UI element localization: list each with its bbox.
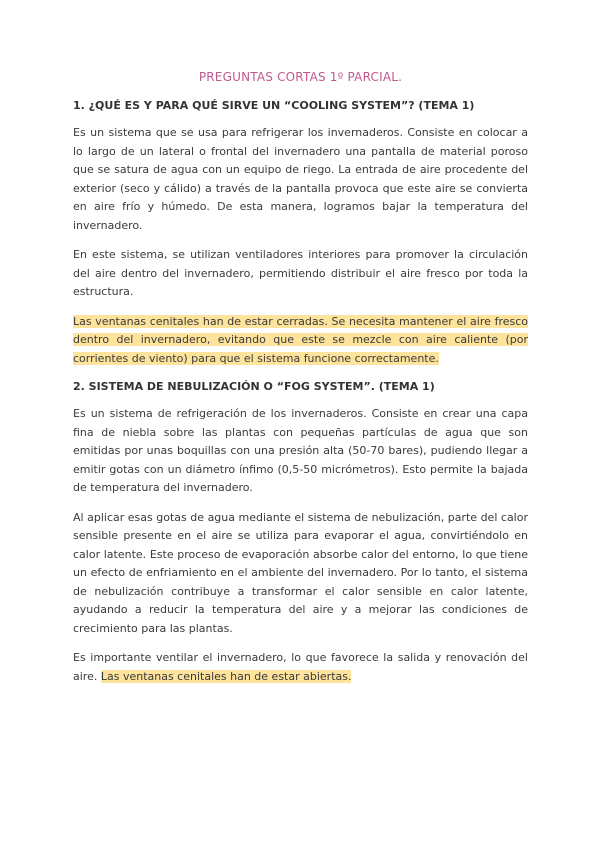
section-1-paragraph-3 [73,313,528,369]
document-title: PREGUNTAS CORTAS 1º PARCIAL. [198,70,403,84]
highlighted-text: Las ventanas cenitales han de estar abiertas. [100,669,352,683]
document-page [73,70,528,697]
section-2-paragraph-1: Es un sistema de refrigeración de los invernaderos. Consiste en crear una capa fina de niebla sobre las plantas con pequeñas partículas de agua que son emitidas por unas boquillas con una presión alta (50-70 bares), pudiendo llegar a emitir gotas con un diámetro ínfimo (0,5-50 micrómetros). Esto permite la bajada de temperatura del invernadero. [73,407,528,494]
section-2-heading: 2. SISTEMA DE NEBULIZACIÓN O “FOG SYSTEM”. (TEMA 1) [73,380,435,393]
highlighted-text: Las ventanas cenitales han de estar cerradas. Se necesita mantener el aire fresco dentro del invernadero, evitando que este se mezcle con aire caliente (por corrientes de viento) para que el sistema funcione correctamente. [73,314,528,365]
section-2-paragraph-2: Al aplicar esas gotas de agua mediante el sistema de nebulización, parte del calor sensible presente en el aire se utiliza para evaporar el agua, convirtiéndolo en calor latente. Este proceso de evaporación absorbe calor del entorno, lo que tiene un efecto de enfriamiento en el ambiente del invernadero. Por lo tanto, el sistema de nebulización contribuye a transformar el calor sensible en calor latente, ayudando a reducir la temperatura del aire y a mejorar las condiciones de crecimiento para las plantas. [73,510,528,635]
section-1-paragraph-2: En este sistema, se utilizan ventiladores interiores para promover la circulación del aire dentro del invernadero, permitiendo distribuir el aire fresco por toda la estructura. [73,248,528,298]
section-1-paragraph-1: Es un sistema que se usa para refrigerar los invernaderos. Consiste en colocar a lo largo de un lateral o frontal del invernadero una pantalla de material poroso que se satura de agua con un equipo de riego. La entrada de aire procedente del exterior (seco y cálido) a través de la pantalla provoca que este aire se convierta en aire frío y húmedo. De esta manera, logramos bajar la temperatura del invernadero. [73,126,528,232]
section-2-paragraph-3 [73,649,528,686]
paragraph-text: Es importante ventilar el invernadero, lo que favorece la salida y renovación del aire. [73,651,528,683]
section-1-heading: 1. ¿QUÉ ES Y PARA QUÉ SIRVE UN “COOLING SYSTEM”? (TEMA 1) [73,99,475,112]
